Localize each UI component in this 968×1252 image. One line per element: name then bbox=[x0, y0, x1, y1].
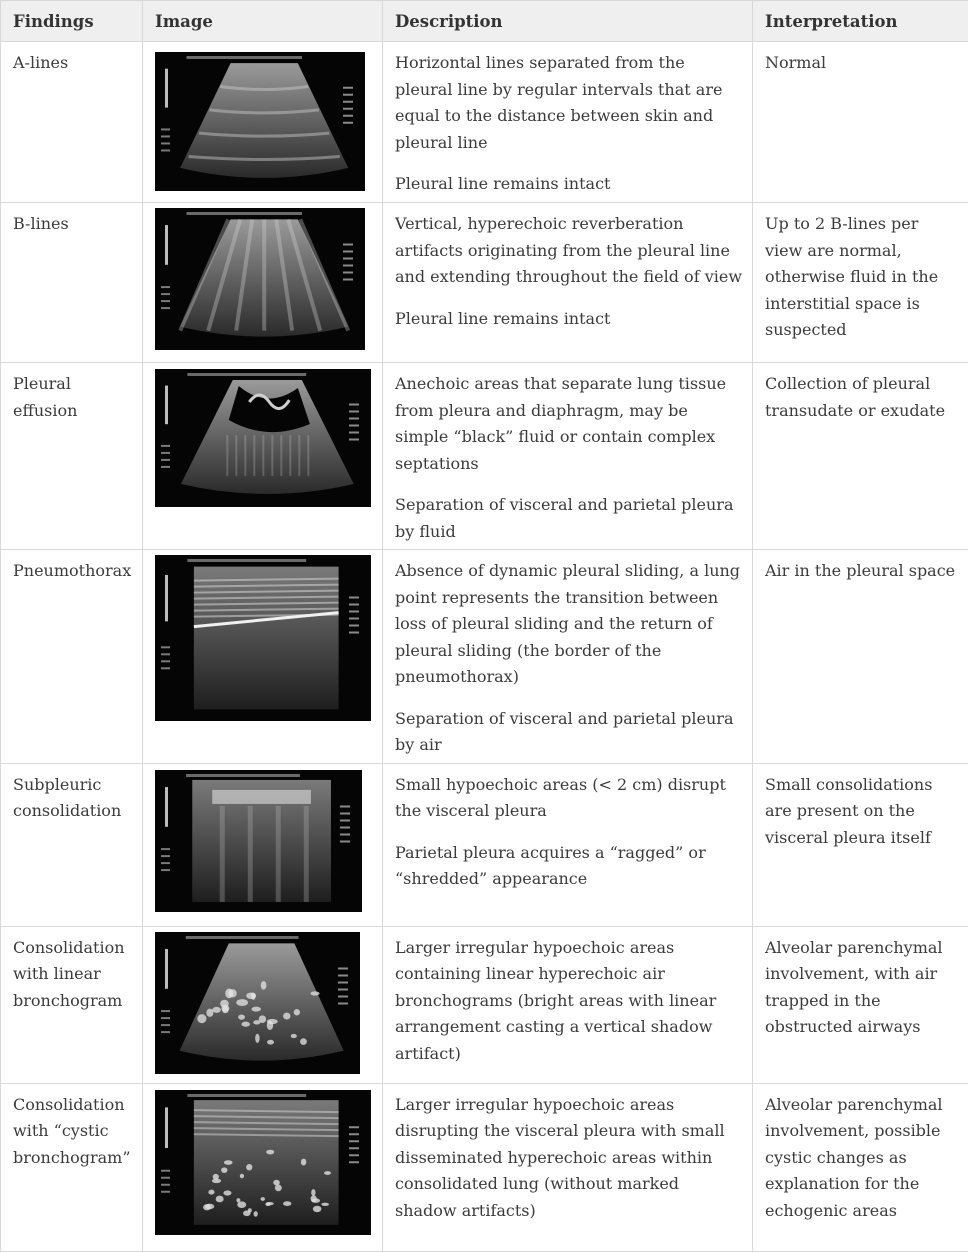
header-row bbox=[1, 1, 968, 42]
description-paragraph: Larger irregular hypoechoic areas disrupting the visceral pleura with small disseminated hyperechoic areas within consolidated lung (without marked shadow artifacts) bbox=[395, 1092, 742, 1225]
table-row bbox=[1, 363, 968, 550]
description-paragraph: Vertical, hyperechoic reverberation artifacts originating from the pleural line and extending throughout the field of view bbox=[395, 211, 742, 291]
description-paragraph: Larger irregular hypoechoic areas containing linear hyperechoic air bronchograms (bright areas with linear arrangement casting a vertical shadow artifact) bbox=[395, 935, 742, 1068]
description-paragraph: Separation of visceral and parietal pleura by fluid bbox=[395, 492, 742, 545]
ultrasound-image bbox=[155, 369, 372, 507]
interpretation-cell: Normal bbox=[753, 42, 968, 203]
description-cell bbox=[383, 1083, 753, 1251]
interpretation-cell: Alveolar parenchymal involvement, possible cystic changes as explanation for the echogenic areas bbox=[753, 1083, 968, 1251]
description-cell bbox=[383, 550, 753, 764]
ultrasound-image bbox=[155, 770, 372, 912]
image-cell bbox=[143, 926, 383, 1083]
ultrasound-image bbox=[155, 208, 372, 350]
interpretation-cell: Collection of pleural transudate or exudate bbox=[753, 363, 968, 550]
description-cell bbox=[383, 203, 753, 363]
table-row bbox=[1, 926, 968, 1083]
ultrasound-image bbox=[155, 1090, 372, 1235]
table-row bbox=[1, 763, 968, 926]
table-row bbox=[1, 42, 968, 203]
image-cell bbox=[143, 203, 383, 363]
image-cell bbox=[143, 363, 383, 550]
interpretation-cell: Alveolar parenchymal involvement, with air trapped in the obstructed airways bbox=[753, 926, 968, 1083]
finding-cell: Pleural effusion bbox=[1, 363, 143, 550]
finding-cell: Subpleuric consolidation bbox=[1, 763, 143, 926]
image-cell bbox=[143, 42, 383, 203]
ultrasound-image bbox=[155, 52, 372, 191]
description-cell bbox=[383, 42, 753, 203]
ultrasound-image bbox=[155, 555, 372, 721]
image-cell bbox=[143, 763, 383, 926]
description-paragraph: Small hypoechoic areas (< 2 cm) disrupt the visceral pleura bbox=[395, 772, 742, 825]
table-row bbox=[1, 1083, 968, 1251]
description-cell bbox=[383, 926, 753, 1083]
description-paragraph: Horizontal lines separated from the pleural line by regular intervals that are equal to the distance between skin and pleural line bbox=[395, 50, 742, 156]
description-cell bbox=[383, 763, 753, 926]
header-interpretation: Interpretation bbox=[753, 1, 968, 42]
description-cell bbox=[383, 363, 753, 550]
finding-cell: Pneumothorax bbox=[1, 550, 143, 764]
finding-cell: Consolidation with linear bronchogram bbox=[1, 926, 143, 1083]
header-description: Description bbox=[383, 1, 753, 42]
description-paragraph: Separation of visceral and parietal pleura by air bbox=[395, 706, 742, 759]
interpretation-cell: Small consolidations are present on the visceral pleura itself bbox=[753, 763, 968, 926]
table-row bbox=[1, 203, 968, 363]
interpretation-cell: Air in the pleural space bbox=[753, 550, 968, 764]
finding-cell: Consolidation with “cystic bronchogram” bbox=[1, 1083, 143, 1251]
description-paragraph: Absence of dynamic pleural sliding, a lung point represents the transition between loss of pleural sliding and the return of pleural sliding (the border of the pneumothorax) bbox=[395, 558, 742, 691]
ultrasound-image bbox=[155, 932, 372, 1074]
image-cell bbox=[143, 1083, 383, 1251]
description-paragraph: Parietal pleura acquires a “ragged” or “shredded” appearance bbox=[395, 840, 742, 893]
header-image: Image bbox=[143, 1, 383, 42]
description-paragraph: Pleural line remains intact bbox=[395, 306, 742, 333]
description-paragraph: Pleural line remains intact bbox=[395, 171, 742, 198]
finding-cell: A-lines bbox=[1, 42, 143, 203]
finding-cell: B-lines bbox=[1, 203, 143, 363]
interpretation-cell: Up to 2 B-lines per view are normal, otherwise fluid in the interstitial space is suspected bbox=[753, 203, 968, 363]
header-findings: Findings bbox=[1, 1, 143, 42]
image-cell bbox=[143, 550, 383, 764]
description-paragraph: Anechoic areas that separate lung tissue from pleura and diaphragm, may be simple “black” fluid or contain complex septations bbox=[395, 371, 742, 477]
table-row bbox=[1, 550, 968, 764]
